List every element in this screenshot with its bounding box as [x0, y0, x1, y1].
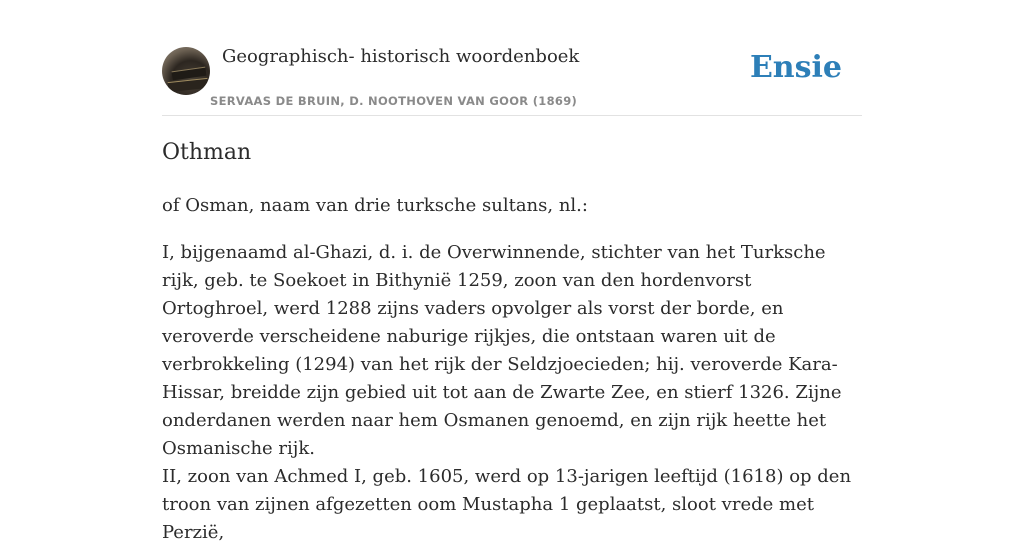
- page: [162, 0, 862, 543]
- article-headword: Othman: [162, 140, 252, 165]
- article-paragraph: I, bijgenaamd al-Ghazi, d. i. de Overwinnende, stichter van het Turksche rijk, geb. te Soekoet in Bithynië 1259, zoon van den hordenvorst Ortoghroel, werd 1288 zijns vaders opvolger als vorst der borde, en veroverde verscheidene naburige rijkjes, die ontstaan waren uit de verbrokkeling (1294) van het rijk der Seldzjoecieden; hij. veroverde Kara-Hissar, breidde zijn gebied uit tot aan de Zwarte Zee, en stierf 1326. Zijne onderdanen werden naar hem Osmanen genoemd, en zijn rijk heette het Osmanische rijk.: [162, 242, 842, 459]
- article-paragraph: of Osman, naam van drie turksche sultans, nl.:: [162, 195, 588, 216]
- book-authors: SERVAAS DE BRUIN, D. NOOTHOVEN VAN GOOR (1869): [210, 94, 578, 108]
- dictionary-header: [162, 0, 862, 116]
- article-paragraph: II, zoon van Achmed I, geb. 1605, werd op 13-jarigen leeftijd (1618) op den troon van zijnen afgezetten oom Mustapha 1 geplaatst, sloot vrede met Perzië,: [162, 466, 852, 543]
- book-cover-avatar[interactable]: [162, 47, 210, 95]
- site-logo[interactable]: Ensie: [749, 50, 842, 85]
- book-title-link[interactable]: Geographisch- historisch woordenboek: [222, 46, 580, 67]
